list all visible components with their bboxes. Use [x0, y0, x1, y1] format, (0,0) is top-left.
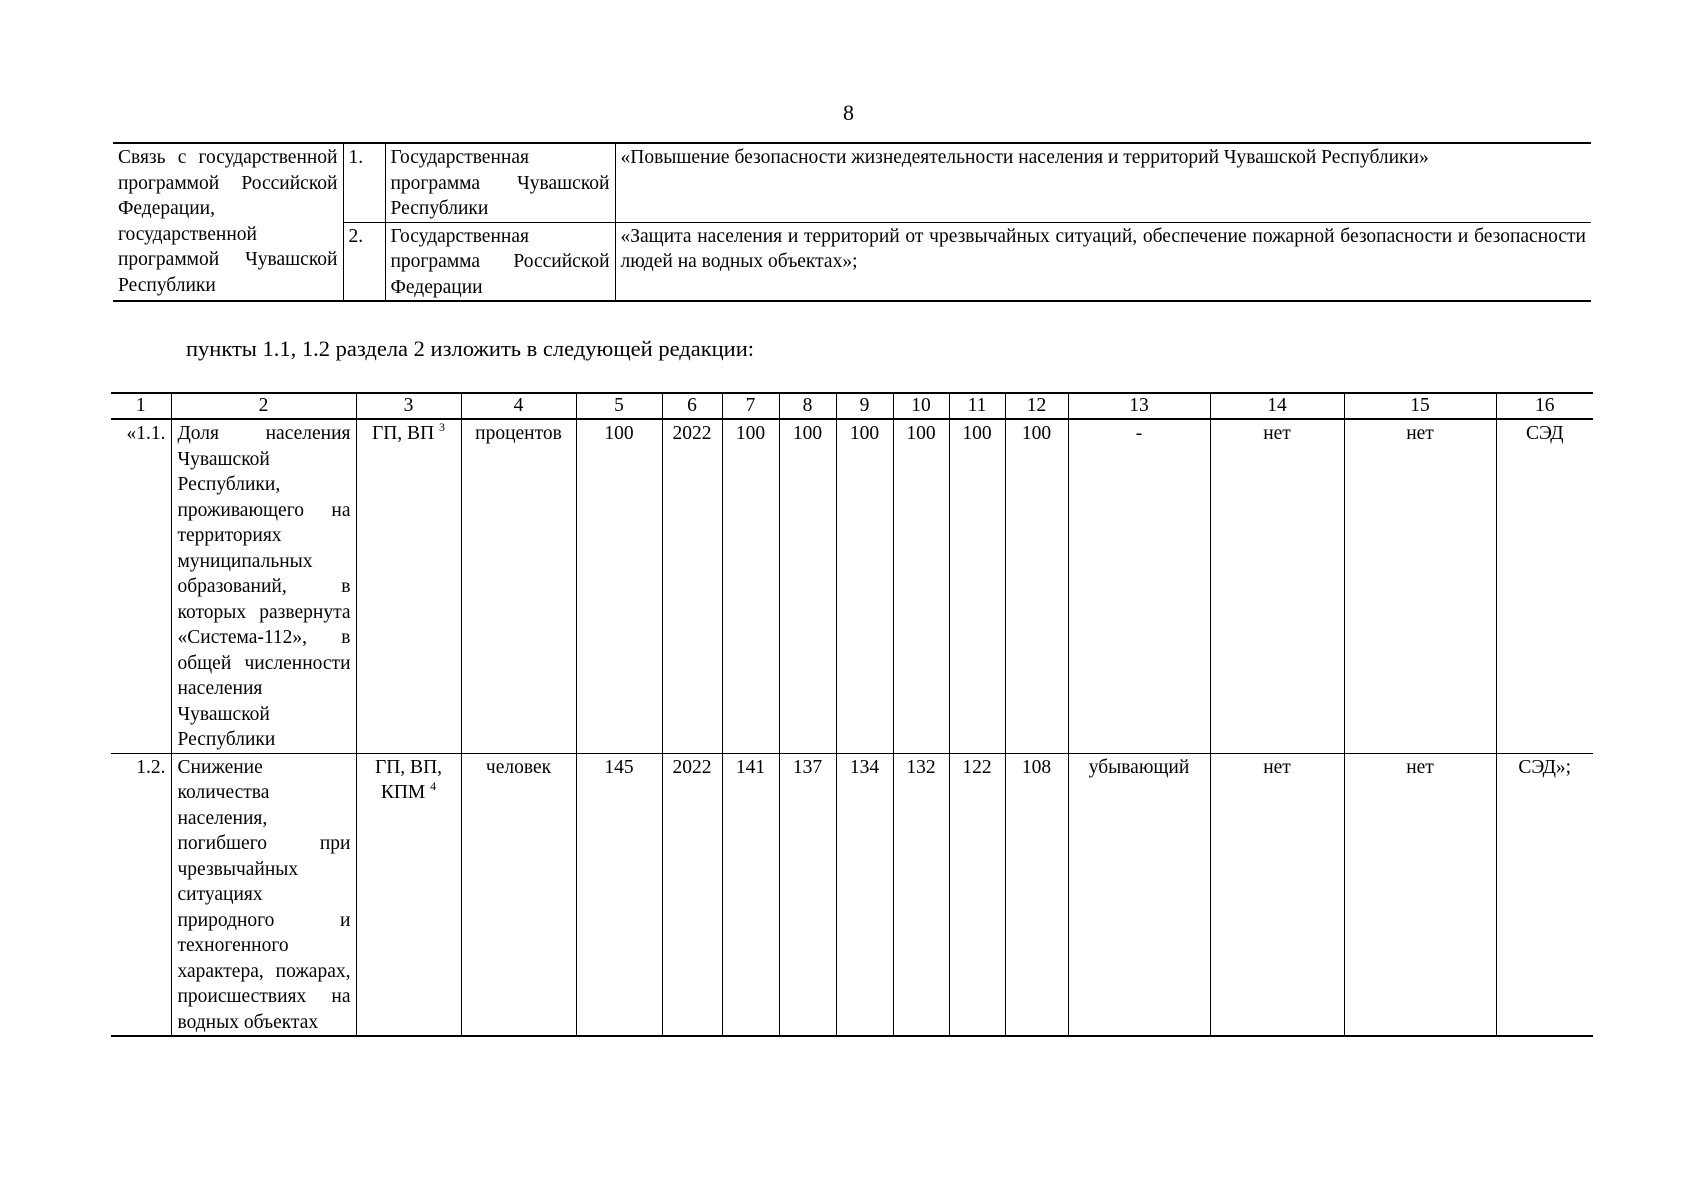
column-number: 12 [1005, 393, 1068, 419]
column-number: 2 [171, 393, 356, 419]
year-value: 100 [893, 419, 949, 753]
year-value: 134 [836, 753, 893, 1036]
cell-col16: СЭД [1496, 419, 1593, 753]
cell-col14: нет [1210, 753, 1344, 1036]
indicator-level-text: ГП, ВП [371, 423, 435, 444]
column-number: 4 [461, 393, 576, 419]
column-number: 13 [1068, 393, 1210, 419]
indicator-name: Доля населения Чувашской Республики, проживающего на территориях муниципальных образований, в которых развернута «Система-112», в общей численности населения Чувашской Республики [171, 419, 356, 753]
year-value: 100 [1005, 419, 1068, 753]
footnote-marker: 3 [439, 420, 446, 434]
cell-col16: СЭД»; [1496, 753, 1593, 1036]
row-number: 1.2. [111, 753, 171, 1036]
column-number: 15 [1344, 393, 1496, 419]
program-link-row [113, 143, 1591, 222]
program-number: 2. [343, 222, 385, 301]
year-value: 100 [779, 419, 836, 753]
column-number: 7 [722, 393, 779, 419]
cell-col14: нет [1210, 419, 1344, 753]
program-link-label: Связь с государственной программой Российской Федерации, государственной программой Чувашской Республики [113, 143, 343, 301]
year-value: 100 [836, 419, 893, 753]
program-title: «Защита населения и территорий от чрезвычайных ситуаций, обеспечение пожарной безопасности и безопасности людей на водных объектах»; [615, 222, 1591, 301]
column-number: 8 [779, 393, 836, 419]
year-value: 108 [1005, 753, 1068, 1036]
unit: процентов [461, 419, 576, 753]
table-row [111, 753, 1593, 1036]
unit: человек [461, 753, 576, 1036]
indicators-table [111, 392, 1593, 1037]
cell-col15: нет [1344, 419, 1496, 753]
trend: - [1068, 419, 1210, 753]
row-number: «1.1. [111, 419, 171, 753]
column-number: 16 [1496, 393, 1593, 419]
page-number: 8 [843, 100, 854, 125]
trend: убывающий [1068, 753, 1210, 1036]
base-year: 2022 [662, 753, 722, 1036]
column-number-row [111, 393, 1593, 419]
year-value: 100 [722, 419, 779, 753]
year-value: 141 [722, 753, 779, 1036]
program-type: Государственная программа Российской Федерации [385, 222, 615, 301]
program-title: «Повышение безопасности жизнедеятельности населения и территорий Чувашской Республики» [615, 143, 1591, 222]
cell-col15: нет [1344, 753, 1496, 1036]
indicator-name: Снижение количества населения, погибшего при чрезвычайных ситуациях природного и техногенного характера, пожарах, происшествиях на водных объектах [171, 753, 356, 1036]
indicator-level [356, 419, 461, 753]
column-number: 11 [949, 393, 1005, 419]
column-number: 9 [836, 393, 893, 419]
program-number: 1. [343, 143, 385, 222]
year-value: 132 [893, 753, 949, 1036]
program-link-table [113, 142, 1591, 302]
program-type: Государственная программа Чувашской Республики [385, 143, 615, 222]
footnote-marker: 4 [430, 779, 437, 793]
year-value: 137 [779, 753, 836, 1036]
indicator-level-text: ГП, ВП, КПМ [374, 756, 443, 803]
base-value: 100 [576, 419, 662, 753]
column-number: 1 [111, 393, 171, 419]
column-number: 6 [662, 393, 722, 419]
table-row [111, 419, 1593, 753]
year-value: 122 [949, 753, 1005, 1036]
amendment-intro-text: пункты 1.1, 1.2 раздела 2 изложить в следующей редакции: [186, 336, 755, 361]
column-number: 5 [576, 393, 662, 419]
year-value: 100 [949, 419, 1005, 753]
indicator-level [356, 753, 461, 1036]
column-number: 14 [1210, 393, 1344, 419]
column-number: 10 [893, 393, 949, 419]
base-year: 2022 [662, 419, 722, 753]
column-number: 3 [356, 393, 461, 419]
base-value: 145 [576, 753, 662, 1036]
